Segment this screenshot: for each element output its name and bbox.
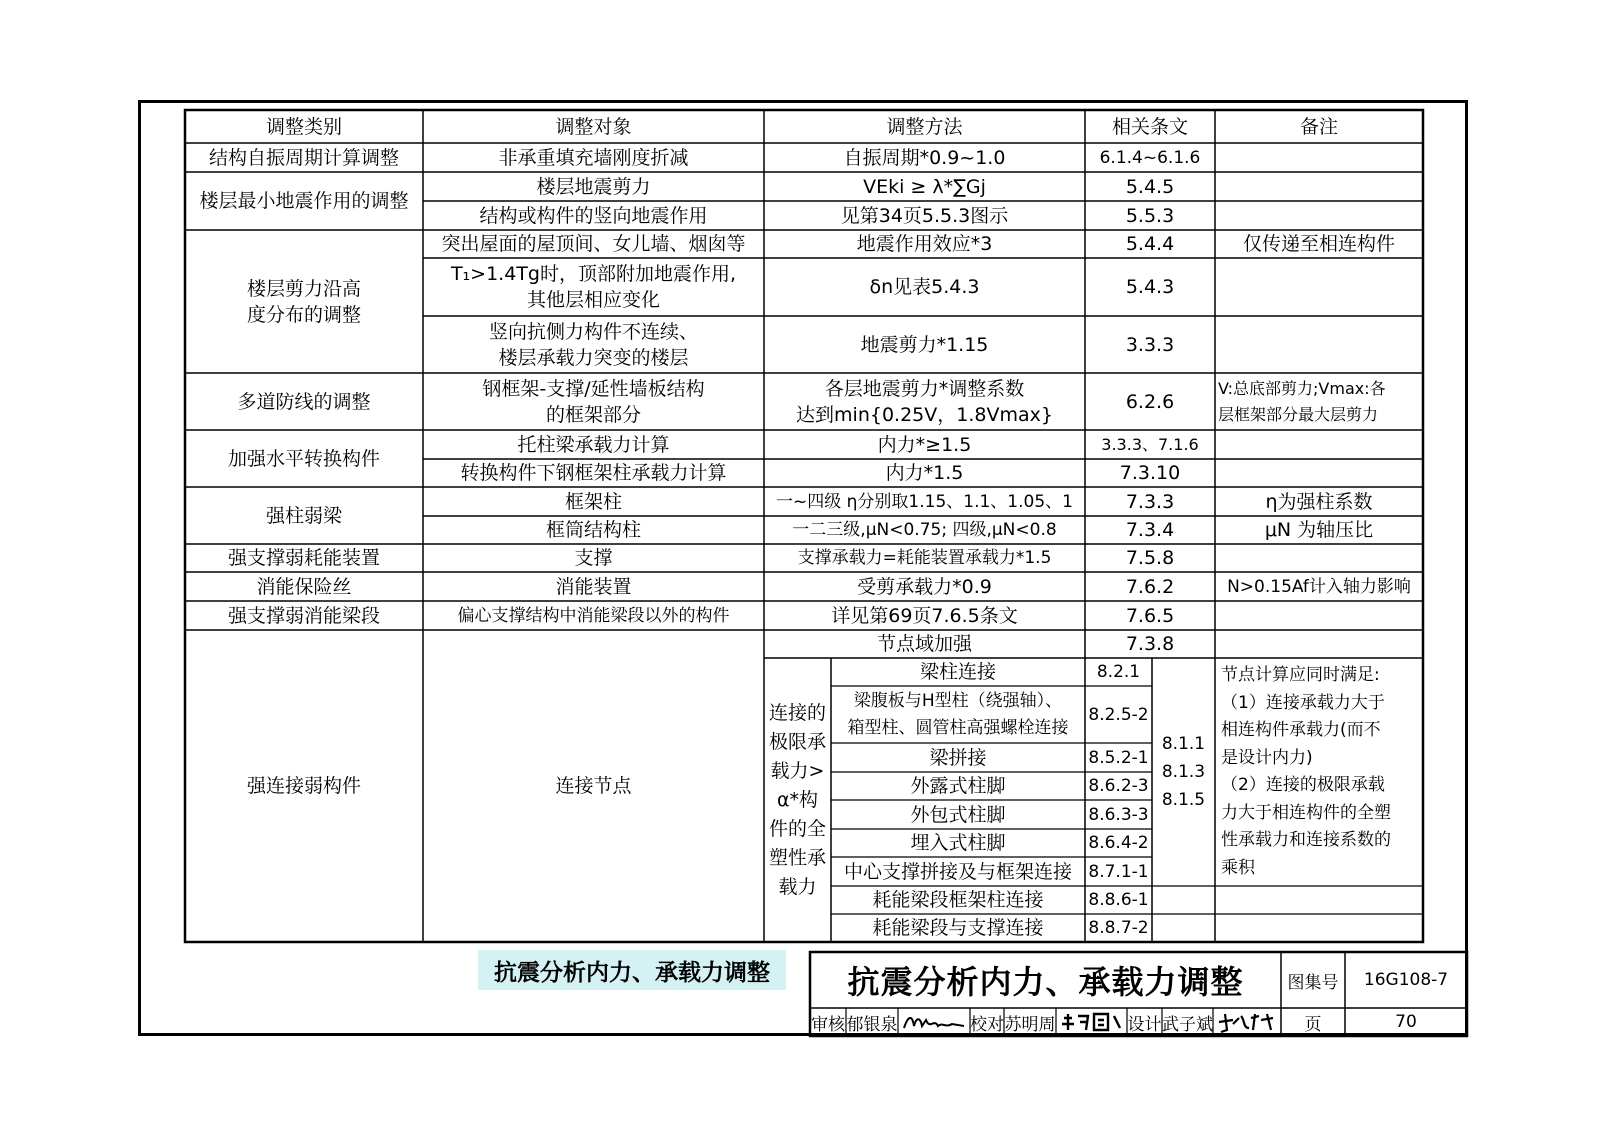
row10-panel-method: 节点域加强 <box>876 633 972 655</box>
row3-method-b: δn见表5.4.3 <box>869 276 980 298</box>
connection-item-label: 耗能梁段框架柱连接 <box>872 889 1044 911</box>
row3-note-a: 仅传递至相连构件 <box>1242 233 1395 255</box>
row6-clause-b: 7.3.4 <box>1125 519 1175 541</box>
row3-object-a: 突出屋面的屋顶间、女儿墙、烟囱等 <box>441 233 746 255</box>
connection-item-clause: 8.5.2-1 <box>1088 747 1149 768</box>
row5-object-b: 转换构件下钢框架柱承载力计算 <box>460 462 727 484</box>
row10-category: 强连接弱构件 <box>246 775 361 797</box>
page-label: 页 <box>1304 1014 1322 1035</box>
row4-note: V:总底部剪力;Vmax:各 层框架部分最大层剪力 <box>1218 378 1386 424</box>
design-label: 设计 <box>1127 1014 1162 1035</box>
section-caption: 抗震分析内力、承载力调整 <box>478 950 786 990</box>
connection-item-clause: 8.8.6-1 <box>1088 890 1149 910</box>
row3-method-c: 地震剪力*1.15 <box>860 333 989 356</box>
row5-method-a: 内力*≥1.5 <box>877 433 972 456</box>
page-number: 70 <box>1395 1012 1417 1032</box>
row10-object: 连接节点 <box>555 775 632 797</box>
checker-name: 苏明周 <box>1004 1014 1056 1035</box>
connection-item-label: 梁腹板与H型柱（绕强轴）、 箱型柱、圆管柱高强螺栓连接 <box>847 690 1069 738</box>
reviewer-signature <box>900 1010 968 1034</box>
row3-object-b: T₁>1.4Tg时，顶部附加地震作用, 其他层相应变化 <box>450 263 737 311</box>
row10-panel-clause: 7.3.8 <box>1125 633 1175 655</box>
row8-object: 消能装置 <box>555 575 632 598</box>
row5-clause-b: 7.3.10 <box>1119 462 1181 484</box>
row9-method: 详见第69页7.6.5条文 <box>831 604 1018 627</box>
connection-item-label: 梁拼接 <box>929 746 987 769</box>
connection-item-label: 中心支撑拼接及与框架连接 <box>843 860 1072 883</box>
row9-category: 强支撑弱消能梁段 <box>227 604 380 627</box>
connection-item-label: 外露式柱脚 <box>910 775 1006 797</box>
connection-item-clause: 8.2.5-2 <box>1088 704 1149 725</box>
row6-clause-a: 7.3.3 <box>1125 490 1175 513</box>
row1-category: 结构自振周期计算调整 <box>208 146 399 169</box>
row6-object-a: 框架柱 <box>564 490 622 513</box>
row9-object: 偏心支撑结构中消能梁段以外的构件 <box>457 605 730 626</box>
connection-item-clause: 8.7.1-1 <box>1088 861 1149 882</box>
row8-note: N>0.15Af计入轴力影响 <box>1227 576 1411 597</box>
header-method: 调整方法 <box>886 115 963 138</box>
row3-category: 楼层剪力沿高 度分布的调整 <box>246 277 361 326</box>
connection-group-note: 节点计算应同时满足: （1）连接承载力大于 相连构件承载力(而不 是设计内力) （2）连接的极限承载 力大于相连构件的全塑 性承载力和连接系数的 乘积 <box>1221 665 1391 878</box>
header-clause: 相关条文 <box>1111 115 1188 138</box>
connection-item-label: 耗能梁段与支撑连接 <box>872 917 1044 939</box>
row1-method: 自振周期*0.9~1.0 <box>843 146 1006 169</box>
row6-note-a: η为强柱系数 <box>1265 490 1373 513</box>
row4-clause: 6.2.6 <box>1125 390 1175 413</box>
row6-category: 强柱弱梁 <box>265 504 342 527</box>
row2-clause-b: 5.5.3 <box>1125 204 1175 227</box>
row6-method-a: 一~四级 η分别取1.15、1.1、1.05、1 <box>776 491 1073 512</box>
row1-clause: 6.1.4~6.1.6 <box>1099 147 1201 168</box>
connection-group-label: 连接的 极限承 载力> α*构 件的全 塑性承 载力 <box>768 701 826 898</box>
row2-method-b: 见第34页5.5.3图示 <box>840 204 1009 227</box>
connection-item-clause: 8.6.4-2 <box>1088 833 1149 853</box>
row7-method: 支撑承载力=耗能装置承载力*1.5 <box>797 548 1052 568</box>
row4-object: 钢框架-支撑/延性墙板结构 的框架部分 <box>482 377 705 426</box>
row7-category: 强支撑弱耗能装置 <box>227 547 380 569</box>
review-label: 审核 <box>811 1014 845 1035</box>
row8-clause: 7.6.2 <box>1125 575 1175 598</box>
header-note: 备注 <box>1299 115 1338 138</box>
row1-object: 非承重填充墙刚度折减 <box>498 146 689 169</box>
row8-method: 受剪承载力*0.9 <box>857 575 992 598</box>
row6-object-b: 框筒结构柱 <box>545 519 641 541</box>
row3-object-c: 竖向抗侧力构件不连续、 楼层承载力突变的楼层 <box>488 320 698 369</box>
row7-object: 支撑 <box>574 547 613 569</box>
header-category: 调整类别 <box>265 115 342 138</box>
connection-item-clause: 8.8.7-2 <box>1088 918 1149 938</box>
row5-method-b: 内力*1.5 <box>885 462 964 484</box>
header-object: 调整对象 <box>555 115 632 138</box>
connection-item-clause: 8.2.1 <box>1096 662 1141 682</box>
row3-method-a: 地震作用效应*3 <box>856 233 993 255</box>
atlas-number: 16G108-7 <box>1363 970 1449 990</box>
row2-object-b: 结构或构件的竖向地震作用 <box>479 204 708 227</box>
designer-name: 武子斌 <box>1162 1014 1213 1035</box>
row3-clause-b: 5.4.3 <box>1125 276 1175 298</box>
row3-clause-c: 3.3.3 <box>1125 333 1175 356</box>
row4-method: 各层地震剪力*调整系数 达到min{0.25V，1.8Vmax} <box>796 377 1053 426</box>
row2-method-a: VEki ≥ λ*∑Gj <box>863 175 986 198</box>
checker-signature <box>1058 1010 1126 1034</box>
atlas-label: 图集号 <box>1287 972 1339 993</box>
connection-group-clauses: 8.1.1 8.1.3 8.1.5 <box>1161 734 1206 810</box>
drawing-title: 抗震分析内力、承载力调整 <box>847 963 1244 1001</box>
row7-clause: 7.5.8 <box>1125 547 1175 569</box>
row6-method-b: 一二三级,μN<0.75; 四级,μN<0.8 <box>792 520 1057 540</box>
reviewer-name: 郁银泉 <box>846 1014 898 1035</box>
row2-category: 楼层最小地震作用的调整 <box>199 190 409 212</box>
row8-category: 消能保险丝 <box>256 575 352 598</box>
row2-clause-a: 5.4.5 <box>1125 175 1175 198</box>
row4-category: 多道防线的调整 <box>237 390 371 413</box>
connection-item-label: 梁柱连接 <box>919 661 996 683</box>
row5-clause-a: 3.3.3、7.1.6 <box>1101 434 1199 454</box>
row6-note-b: μN 为轴压比 <box>1264 519 1374 541</box>
connection-item-label: 外包式柱脚 <box>910 803 1006 826</box>
connection-item-clause: 8.6.2-3 <box>1088 776 1149 796</box>
row5-object-a: 托柱梁承载力计算 <box>517 433 670 456</box>
connection-item-clause: 8.6.3-3 <box>1088 804 1149 825</box>
row5-category: 加强水平转换构件 <box>227 447 380 470</box>
designer-signature <box>1215 1010 1279 1034</box>
row3-clause-a: 5.4.4 <box>1125 233 1175 255</box>
connection-item-label: 埋入式柱脚 <box>910 832 1006 854</box>
row2-object-a: 楼层地震剪力 <box>536 175 651 198</box>
check-label: 校对 <box>970 1014 1004 1035</box>
row9-clause: 7.6.5 <box>1125 604 1175 627</box>
